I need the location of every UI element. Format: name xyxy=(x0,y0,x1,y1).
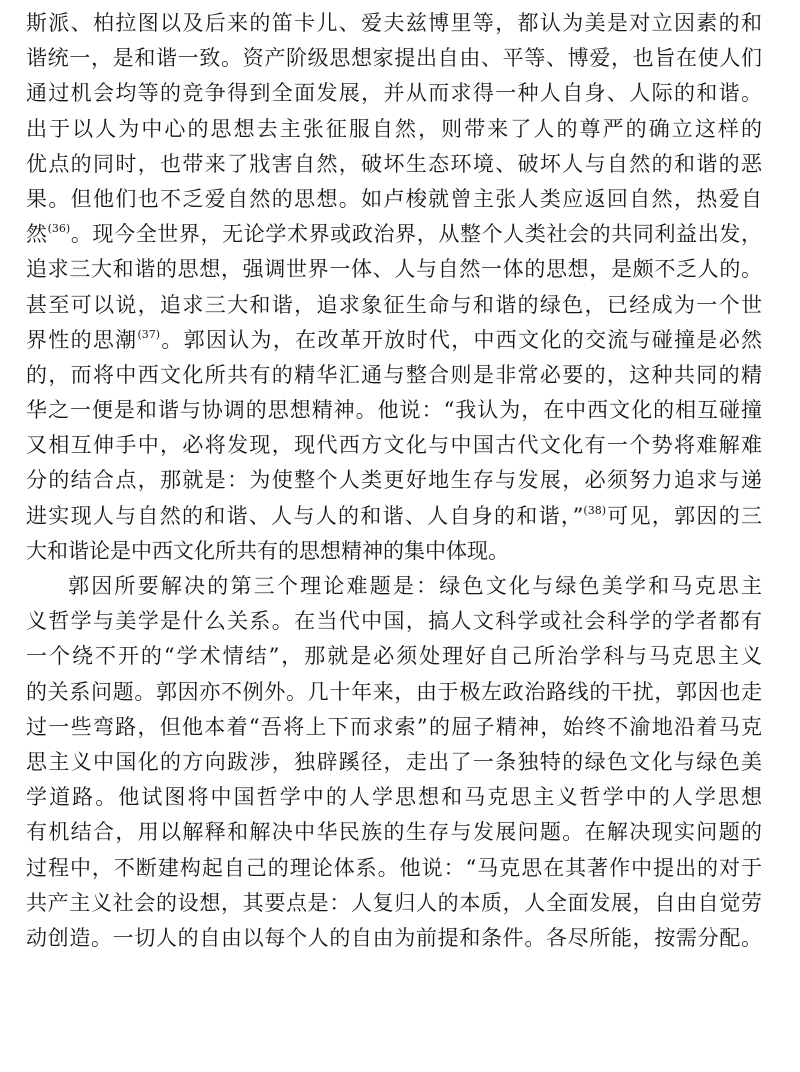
text-segment: 可见，郭因的三 xyxy=(606,503,763,528)
text-line: 华之一便是和谐与协调的思想精神。他说：“我认为，在中西文化的相互碰撞 xyxy=(26,398,762,423)
text-line xyxy=(26,499,762,534)
citation-ref: (38) xyxy=(583,503,606,517)
text-line: 优点的同时，也带来了戕害自然，破坏生态环境、破坏人与自然的和谐的恶 xyxy=(26,151,762,176)
text-line xyxy=(26,217,762,252)
text-line: 共产主义社会的设想，其要点是：人复归人的本质，人全面发展，自由自觉劳 xyxy=(26,890,762,915)
text-line: 义哲学与美学是什么关系。在当代中国，搞人文科学或社会科学的学者都有 xyxy=(26,609,762,634)
text-line: 通过机会均等的竞争得到全面发展，并从而求得一种人自身、人际的和谐。 xyxy=(26,81,762,106)
text-line: 的关系问题。郭因亦不例外。几十年来，由于极左政治路线的干扰，郭因也走 xyxy=(26,679,762,704)
citation-ref: (36) xyxy=(47,222,71,236)
text-segment: 然 xyxy=(26,222,48,247)
text-line: 过一些弯路，但他本着“吾将上下而求索”的屈子精神，始终不渝地沿着马克 xyxy=(26,714,762,739)
text-line: 追求三大和谐的思想，强调世界一体、人与自然一体的思想，是颇不乏人的。 xyxy=(26,257,762,282)
text-segment: 进实现人与自然的和谐、人与人的和谐、人自身的和谐，” xyxy=(26,503,584,528)
text-line: 谐统一，是和谐一致。资产阶级思想家提出自由、平等、博爱，也旨在使人们 xyxy=(26,46,762,71)
text-line xyxy=(26,323,762,358)
text-line: 的，而将中西文化所共有的精华汇通与整合则是非常必要的，这种共同的精 xyxy=(26,362,762,387)
text-line: 有机结合，用以解释和解决中华民族的生存与发展问题。在解决现实问题的 xyxy=(26,820,762,845)
paragraph xyxy=(26,569,762,956)
paragraph xyxy=(26,6,762,569)
text-line: 学道路。他试图将中国哲学中的人学思想和马克思主义哲学中的人学思想 xyxy=(26,785,762,810)
text-line: 郭因所要解决的第三个理论难题是：绿色文化与绿色美学和马克思主 xyxy=(68,574,762,598)
document-page xyxy=(26,6,762,956)
citation-ref: (37) xyxy=(137,327,161,341)
text-segment: 。郭因认为，在改革开放时代，中西文化的交流与碰撞是必然 xyxy=(160,327,763,352)
text-line: 过程中，不断建构起自己的理论体系。他说：“马克思在其著作中提出的对于 xyxy=(26,855,762,880)
text-line: 分的结合点，那就是：为使整个人类更好地生存与发展，必须努力追求与递 xyxy=(26,468,762,493)
text-line: 出于以人为中心的思想去主张征服自然，则带来了人的尊严的确立这样的 xyxy=(26,116,762,141)
text-line: 又相互伸手中，必将发现，现代西方文化与中国古代文化有一个势将难解难 xyxy=(26,433,762,458)
text-line: 动创造。一切人的自由以每个人的自由为前提和条件。各尽所能，按需分配。 xyxy=(26,925,762,950)
text-line: 思主义中国化的方向跋涉，独辟蹊径，走出了一条独特的绿色文化与绿色美 xyxy=(26,749,762,774)
text-line: 果。但他们也不乏爱自然的思想。如卢梭就曾主张人类应返回自然，热爱自 xyxy=(26,186,762,211)
text-segment: 界性的思潮 xyxy=(26,327,138,352)
text-line: 一个绕不开的“学术情结”，那就是必须处理好自己所治学科与马克思主义 xyxy=(26,644,762,669)
text-line: 大和谐论是中西文化所共有的思想精神的集中体现。 xyxy=(26,538,509,563)
text-segment: 。现今全世界，无论学术界或政治界，从整个人类社会的共同利益出发， xyxy=(70,222,763,247)
text-line: 斯派、柏拉图以及后来的笛卡儿、爱夫兹博里等，都认为美是对立因素的和 xyxy=(26,11,762,35)
text-line: 甚至可以说，追求三大和谐，追求象征生命与和谐的绿色，已经成为一个世 xyxy=(26,292,762,317)
